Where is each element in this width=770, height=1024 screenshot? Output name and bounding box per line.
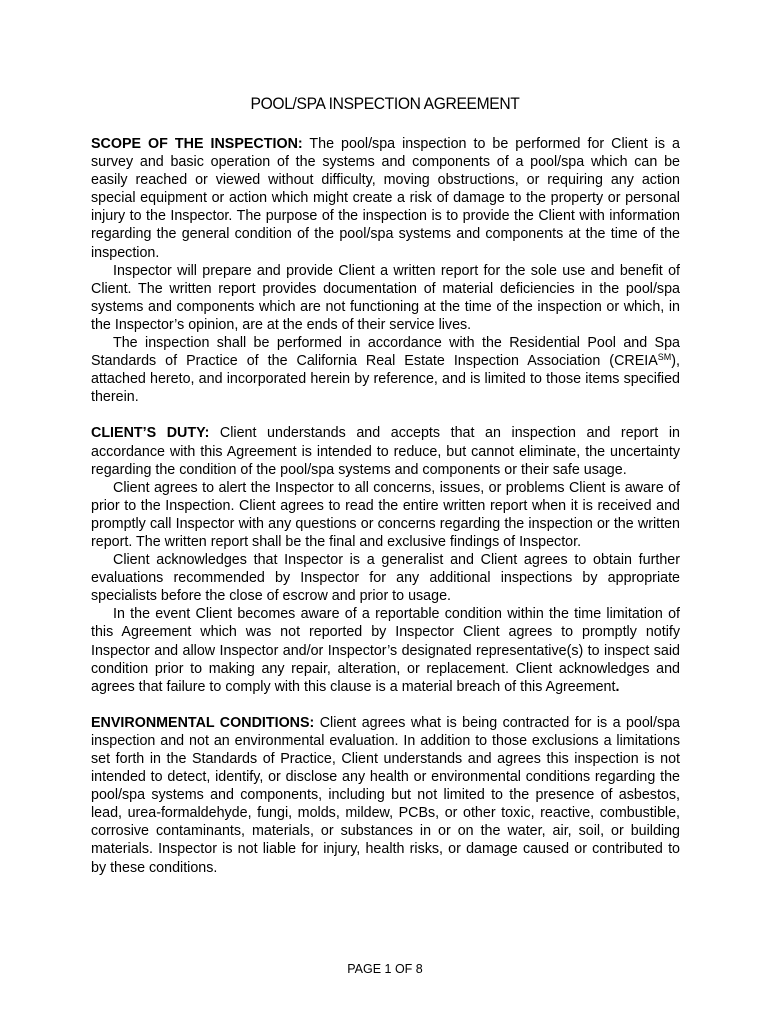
env-text-1: Client agrees what is being contracted for is a pool/spa inspection and not an environmental evaluation. In addition to those exclusions a limitations set forth in the Standards of Practice, Client understands and agrees this inspection is not intended to detect, identify, or disclose any health or environmental conditions regarding the pool/spa systems and components, including but not limited to the presence of asbestos, lead, urea-formaldehyde, fungi, molds, mildew, PCBs, or other toxic, reactive, combustible, corrosive contaminants, materials, or substances in or on the water, air, soil, or building materials. Inspector is not liable for injury, health risks, or damage caused or contributed to by these conditions. (91, 714, 680, 876)
duty-paragraph-3: Client acknowledges that Inspector is a generalist and Client agrees to obtain further evaluations recommended by Inspector for any additional inspections by appropriate specialists before the close of escrow and prior to usage. (91, 552, 680, 605)
duty-paragraph-1 (91, 424, 680, 478)
scope-text-3b: ), attached hereto, and incorporated herein by reference, and is limited to those items specified therein. (91, 353, 680, 406)
duty-paragraph-2: Client agrees to alert the Inspector to all concerns, issues, or problems Client is aware of prior to the Inspection. Client agrees to read the entire written report when it is received and promptly call Inspector with any questions or concerns regarding the inspection or the written report. The written report shall be the final and exclusive findings of Inspector. (91, 479, 680, 550)
scope-heading: SCOPE OF THE INSPECTION: (91, 136, 303, 152)
duty-heading: CLIENT’S DUTY: (91, 425, 210, 442)
env-paragraph-1 (91, 714, 680, 877)
page-number: PAGE 1 OF 8 (347, 962, 423, 976)
duty-paragraph-4 (91, 605, 680, 695)
scope-paragraph-3 (91, 334, 680, 406)
duty-text-1: Client understands and accepts that an inspection and report in accordance with this Agreement is intended to reduce, but cannot eliminate, the uncertainty regarding the condition of the pool/spa systems and components or their safe usage. (91, 425, 680, 478)
env-heading: ENVIRONMENTAL CONDITIONS: (91, 714, 315, 731)
service-mark: SM (657, 352, 672, 363)
scope-paragraph-2: Inspector will prepare and provide Client a written report for the sole use and benefit of Client. The written report provides documentation of material deficiencies in the pool/spa systems and components which are not functioning at the time of the inspection or which, in the Inspector’s opinion, are at the ends of their service lives. (91, 262, 680, 333)
document-title: POOL/SPA INSPECTION AGREEMENT (250, 94, 520, 113)
scope-text-1: The pool/spa inspection to be performed for Client is a survey and basic operation of the systems and components of a pool/spa which can be easily reached or viewed without difficulty, moving obstructions, or requiring any action special equipment or action which might create a risk of damage to the property or personal injury to the Inspector. The purpose of the inspection is to provide the Client with information regarding the general condition of the pool/spa systems and components at the time of the inspection. (91, 136, 680, 261)
duty-text-4: In the event Client becomes aware of a reportable condition within the time limitation of this Agreement which was not reported by Inspector Client agrees to promptly notify Inspector and allow Inspector and/or Inspector’s designated representative(s) to inspect said condition prior to making any repair, alteration, or replacement. Client acknowledges and agrees that failure to comply with this clause is a material breach of this Agreement (91, 606, 680, 695)
scope-text-3a: The inspection shall be performed in accordance with the Residential Pool and Spa Standards of Practice of the California Real Estate Inspection Association (CREIA (91, 335, 680, 370)
duty-text-4-end: . (615, 678, 620, 695)
document-body (91, 135, 680, 877)
scope-paragraph-1 (91, 135, 680, 262)
